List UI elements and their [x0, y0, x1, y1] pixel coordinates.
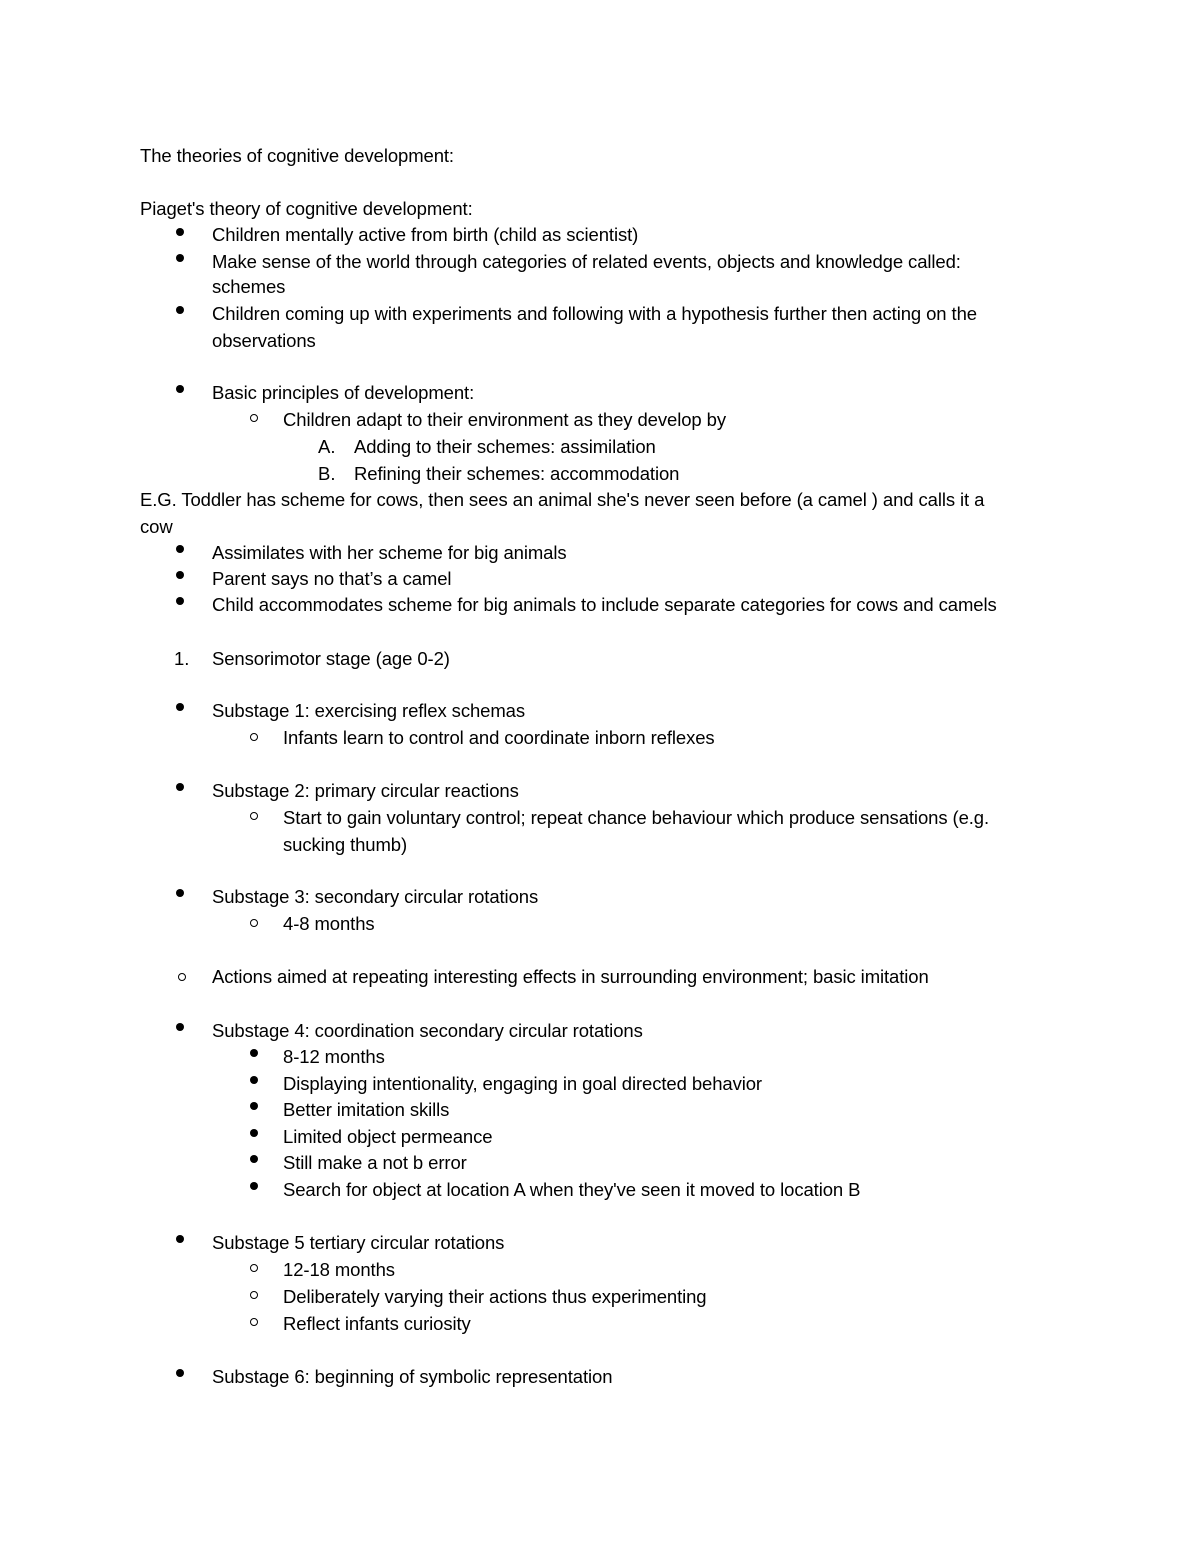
letter-marker: B. [318, 463, 336, 484]
substage-heading: Substage 5 tertiary circular rotations [212, 1232, 505, 1253]
sub-list-item: Infants learn to control and coordinate inborn reflexes [283, 727, 715, 748]
list-item: Child accommodates scheme for big animals to include separate categories for cows and camels [212, 594, 997, 615]
bullet-icon [176, 571, 184, 579]
bullet-icon [176, 597, 184, 605]
circle-bullet-icon [250, 733, 258, 741]
bullet-icon [176, 703, 184, 711]
list-item: Parent says no that’s a camel [212, 568, 452, 589]
bullet-icon [250, 1076, 258, 1084]
bullet-icon [250, 1155, 258, 1163]
bullet-icon [250, 1182, 258, 1190]
substage-heading: Substage 3: secondary circular rotations [212, 886, 539, 907]
circle-bullet-icon [178, 973, 186, 981]
sub-list-item: Deliberately varying their actions thus experimenting [283, 1286, 707, 1307]
bullet-icon [176, 889, 184, 897]
bullet-icon [176, 545, 184, 553]
sub-list-item: Search for object at location A when they've seen it moved to location B [283, 1179, 861, 1200]
substage-heading: Substage 4: coordination secondary circular rotations [212, 1020, 643, 1041]
sub-list-item: 4-8 months [283, 913, 375, 934]
example-text-continuation: cow [140, 516, 173, 537]
bullet-icon [176, 228, 184, 236]
bullet-icon [176, 385, 184, 393]
sub-list-item: Start to gain voluntary control; repeat chance behaviour which produce sensations (e.g. [283, 807, 990, 828]
list-item: Make sense of the world through categories of related events, objects and knowledge called: [212, 251, 961, 272]
substage-heading: Substage 6: beginning of symbolic representation [212, 1366, 613, 1387]
substage-heading: Substage 1: exercising reflex schemas [212, 700, 526, 721]
circle-bullet-icon [250, 812, 258, 820]
circle-bullet-icon [250, 1291, 258, 1299]
sub-list-item: Displaying intentionality, engaging in goal directed behavior [283, 1073, 762, 1094]
circle-bullet-icon [250, 1264, 258, 1272]
sub-list-item: Better imitation skills [283, 1099, 450, 1120]
lettered-item: Refining their schemes: accommodation [354, 463, 680, 484]
substage-heading: Substage 2: primary circular reactions [212, 780, 519, 801]
sub-list-item: Still make a not b error [283, 1152, 467, 1173]
list-item-continuation: observations [212, 330, 316, 351]
sub-list-item: Children adapt to their environment as they develop by [283, 409, 726, 430]
circle-bullet-icon [250, 919, 258, 927]
list-item: Children coming up with experiments and following with a hypothesis further then acting on the [212, 303, 977, 324]
section-heading: Piaget's theory of cognitive development: [140, 198, 473, 219]
list-item: Basic principles of development: [212, 382, 475, 403]
example-text: E.G. Toddler has scheme for cows, then sees an animal she's never seen before (a camel ) and calls it a [140, 489, 985, 510]
list-item: Actions aimed at repeating interesting effects in surrounding environment; basic imitation [212, 966, 929, 987]
bullet-icon [250, 1102, 258, 1110]
letter-marker: A. [318, 436, 336, 457]
list-item: Children mentally active from birth (child as scientist) [212, 224, 639, 245]
bullet-icon [250, 1129, 258, 1137]
lettered-item: Adding to their schemes: assimilation [354, 436, 656, 457]
bullet-icon [176, 306, 184, 314]
bullet-icon [176, 1235, 184, 1243]
sub-list-item: Limited object permeance [283, 1126, 493, 1147]
sub-list-item-continuation: sucking thumb) [283, 834, 408, 855]
bullet-icon [176, 783, 184, 791]
bullet-icon [250, 1049, 258, 1057]
circle-bullet-icon [250, 1318, 258, 1326]
number-marker: 1. [174, 648, 190, 669]
document-title: The theories of cognitive development: [140, 145, 454, 166]
list-item-continuation: schemes [212, 276, 286, 297]
bullet-icon [176, 254, 184, 262]
sub-list-item: 8-12 months [283, 1046, 385, 1067]
bullet-icon [176, 1369, 184, 1377]
stage-heading: Sensorimotor stage (age 0-2) [212, 648, 450, 669]
circle-bullet-icon [250, 414, 258, 422]
list-item: Assimilates with her scheme for big animals [212, 542, 567, 563]
sub-list-item: Reflect infants curiosity [283, 1313, 471, 1334]
bullet-icon [176, 1023, 184, 1031]
sub-list-item: 12-18 months [283, 1259, 395, 1280]
